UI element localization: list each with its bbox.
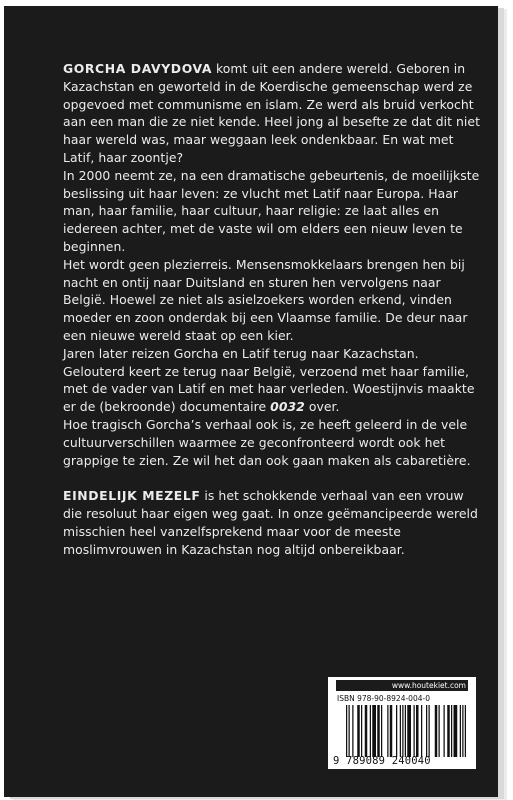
- barcode-bar: [462, 705, 463, 757]
- barcode-bar: [361, 705, 362, 757]
- blurb-paragraph-humor: Hoe tragisch Gorcha’s verhaal ook is, ze heeft geleerd in de vele cultuurverschillen waarmee ze geconfronteerd wordt ook het grappige te zien. Ze wil het dan ook gaan maken als cabaretière.: [63, 416, 471, 468]
- barcode-bar: [460, 705, 461, 757]
- barcode-bar: [390, 705, 393, 757]
- back-cover-blurb: [63, 60, 483, 559]
- barcode-bar: [465, 705, 466, 757]
- blurb-paragraph-return: [63, 345, 483, 416]
- barcode-bar: [416, 705, 419, 757]
- blurb-paragraph-escape: In 2000 neemt ze, na een dramatische gebeurtenis, de moeilijkste beslissing uit haar leven: ze vlucht met Latif naar Europa. Haar man, haar familie, haar cultuur, haar religie: ze laat alles en iedereen achter, met de vaste wil om elders een nieuw leven te beginnen.: [63, 167, 480, 254]
- barcode-bar: [396, 705, 397, 757]
- barcode-bar: [372, 705, 376, 757]
- barcode-bar: [357, 705, 360, 757]
- barcode-bar: [447, 705, 450, 757]
- barcode-bar: [439, 705, 440, 757]
- barcode-bar: [414, 705, 415, 757]
- barcode-bar: [426, 705, 427, 757]
- barcode-bar: [407, 705, 411, 757]
- book-title: EINDELIJK MEZELF: [63, 488, 201, 504]
- barcode-bars: [346, 705, 468, 757]
- barcode-bar: [435, 705, 438, 757]
- return-text-start: Jaren later reizen Gorcha en Latif terug naar Kazachstan. Gelouterd keert ze terug naar België, verzoend met haar familie, met de vader van Latif en met haar verleden. Woestijnvis maakte er de (bekroonde) documentaire: [63, 345, 475, 415]
- barcode-bar: [421, 705, 422, 757]
- blurb-paragraph-intro: [63, 60, 483, 167]
- barcode-bar: [444, 705, 445, 757]
- barcode-bar: [387, 705, 388, 757]
- barcode-bar: [454, 705, 458, 757]
- intro-text: komt uit een andere wereld. Geboren in Kazachstan en geworteld in de Koerdische gemeenschap werd ze opgevoed met communisme en islam. Ze werd als bruid verkocht aan een man die ze niet kende. Heel jong al besefte ze dat dit niet haar wereld was, maar weggaan leek ondenkbaar. En wat met Latif, haar zoontje?: [63, 61, 480, 165]
- barcode-bar: [370, 705, 371, 757]
- barcode-bar: [365, 705, 368, 757]
- summary-text: is het schokkende verhaal van een vrouw die resoluut haar eigen weg gaat. In onze geëmancipeerde wereld misschien heel vanzelfsprekend maar voor de meeste moslimvrouwen in Kazachstan nog altijd onbereikbaar.: [63, 488, 478, 557]
- publisher-website: www.houtekiet.com: [336, 680, 468, 691]
- barcode-bar: [451, 705, 452, 757]
- barcode-bar: [349, 705, 350, 757]
- blurb-paragraph-summary: [63, 487, 483, 558]
- barcode-bar: [405, 705, 406, 757]
- barcode-bar: [346, 705, 347, 757]
- barcode-bar: [377, 705, 380, 757]
- barcode-bar: [402, 705, 403, 757]
- barcode-label: [328, 677, 476, 769]
- paragraph-spacer: [63, 469, 483, 487]
- barcode-bar: [429, 705, 430, 757]
- barcode-number: 9 789089 240040: [333, 755, 431, 767]
- documentary-title: 0032: [270, 399, 305, 415]
- isbn-text: ISBN 978-90-8924-004-0: [337, 694, 430, 703]
- return-text-end: over.: [304, 399, 340, 415]
- barcode-bar: [381, 705, 382, 757]
- book-back-cover: [4, 6, 498, 797]
- barcode-bar: [352, 705, 353, 757]
- author-name: GORCHA DAVYDOVA: [63, 61, 213, 76]
- barcode-bar: [400, 705, 401, 757]
- blurb-paragraph-journey: Het wordt geen plezierreis. Mensensmokkelaars brengen hen bij nacht en ontij naar Duitsland en sturen hen vervolgens naar België. Hoewel ze niet als asielzoekers worden erkend, vinden moeder en zoon onderdak bij een Vlaamse familie. De deur naar een nieuwe wereld staat op een kier.: [63, 256, 468, 343]
